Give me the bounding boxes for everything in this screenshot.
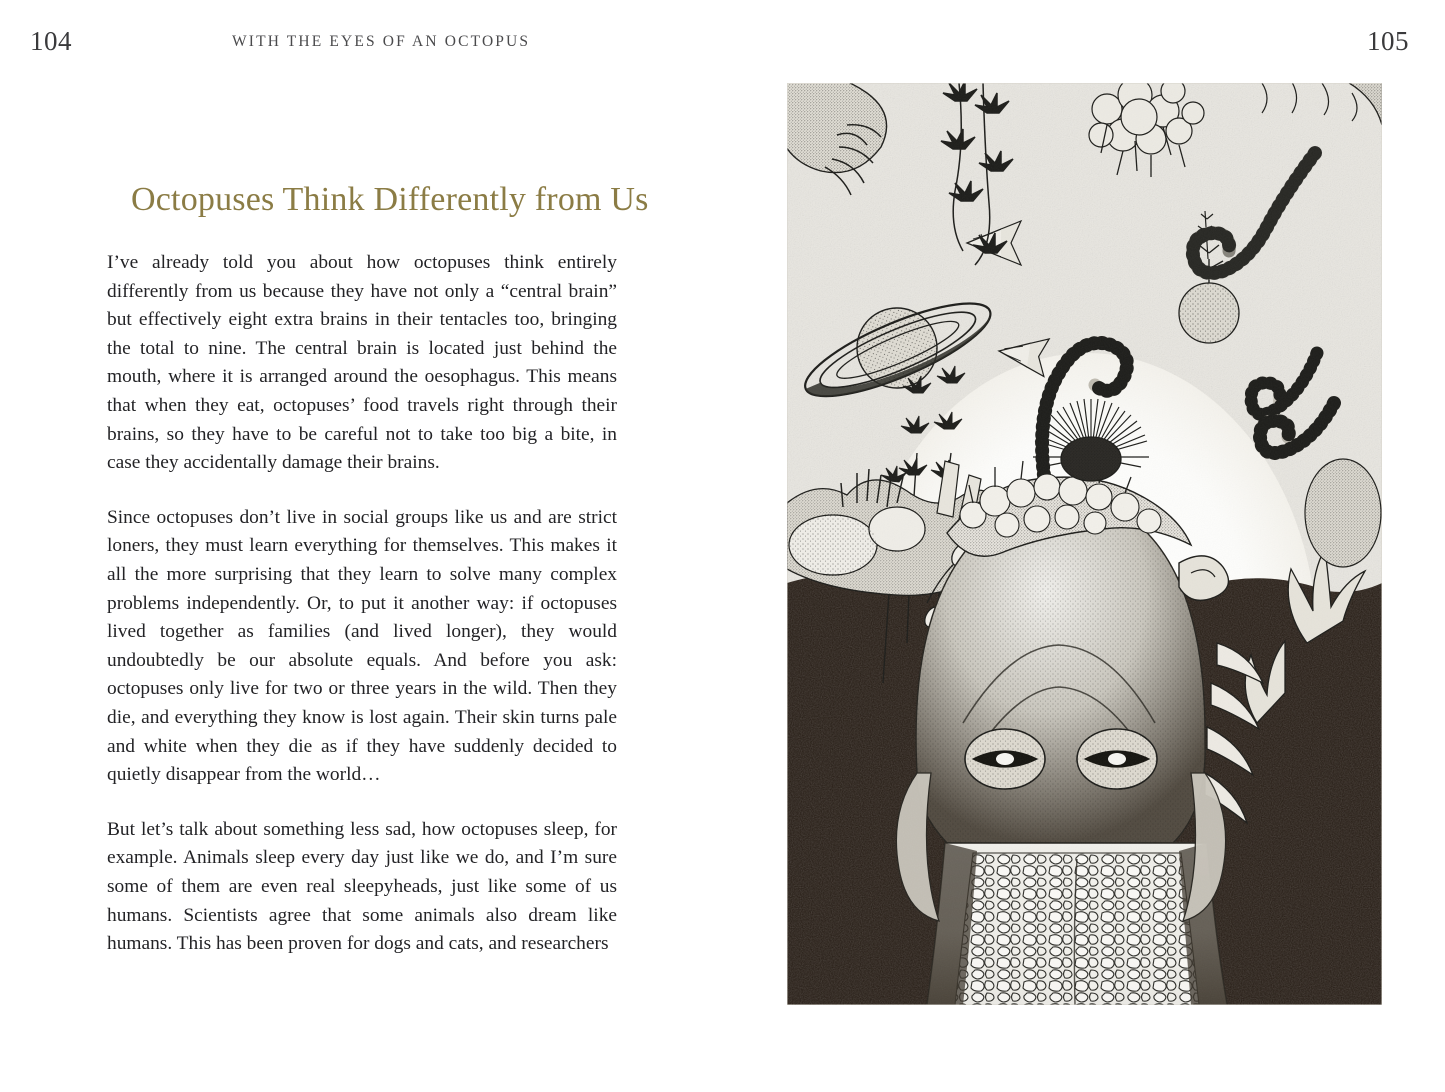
page-number-right: 105	[1367, 26, 1409, 56]
body-paragraph: But let’s talk about something less sad, how octopuses sleep, for example. Animals sleep every day just like we do, and I’m sure some of them are even real sleepyheads, just like some of us humans. Scientists agree that some animals also dream like humans. This has been proven for dogs and cats, and researchers	[107, 818, 617, 955]
page-title: Octopuses Think Differently from Us	[131, 181, 649, 218]
illustration-artwork	[787, 83, 1382, 1005]
body-paragraph: I’ve already told you about how octopuses think entirely differently from us because they have not only a “central brain” but effectively eight extra brains in their tentacles too, bringing the total to nine. The central brain is located just behind the mouth, where it is arranged around the oesophagus. This means that when they eat, octopuses’ food travels right through their brains, so they have to be careful not to take too big a bite, in case they accidentally damage their brains.	[107, 252, 617, 474]
page-number-left: 104	[30, 26, 72, 56]
running-head: WITH THE EYES OF AN OCTOPUS	[232, 33, 531, 50]
body-paragraph: Since octopuses don’t live in social groups like us and are strict loners, they must learn everything for themselves. This makes it all the more surprising that they learn to solve many complex problems independently. Or, to put it another way: if octopuses lived together as families (and lived longer), they would undoubtedly be our absolute equals. And before you ask: octopuses only live for two or three years in the wild. Then they die, and everything they know is lost again. Their skin turns pale and white when they die as if they have suddenly decided to quietly disappear from the world…	[107, 506, 617, 786]
octopus-illustration	[787, 83, 1382, 1005]
text-column	[107, 180, 649, 959]
ink-grain-overlay	[787, 83, 1382, 1005]
